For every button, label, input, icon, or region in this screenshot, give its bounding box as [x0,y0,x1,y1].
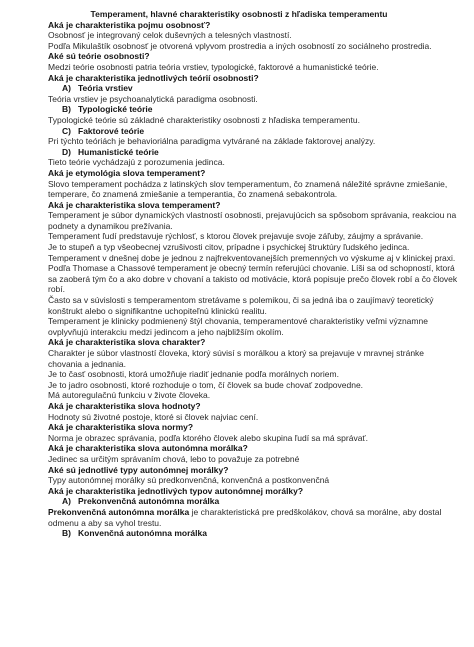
section-question-heading: Aká je charakteristika jednotlivých typov autonómnej morálky? [48,485,304,496]
paragraph: Temperament je súbor dynamických vlastností osobnosti, prejavujúcich sa spôsobom správania, reakciou na podnety a dynamikou prežívania. [48,210,457,231]
paragraph: Podľa Thomase a Chassové temperament je obecný termín referujúci chovanie. Líši sa od schopností, ktorá sa zaoberá tým čo a ako dobre v chovaní a takisto od motivácie, ktorá popisuje prečo človek robí a čo človek robí. [48,263,458,295]
section-question-heading: Aká je charakteristika jednotlivých teórií osobnosti? [48,72,259,83]
subsection-title: Humanistické teórie [78,146,159,157]
paragraph: Norma je obrazec správania, podľa ktorého človek alebo skupina ľudí sa má správať. [48,432,368,443]
paragraph: Je to stupeň a typ všeobecnej vzrušivosti citov, prípadne i psychickej štruktúry ľudského jedinca. [48,242,410,253]
paragraph: Je to jadro osobnosti, ktoré rozhoduje o tom, čí človek sa bude chovať zodpovedne. [48,379,364,390]
section-question-heading: Aká je charakteristika slova autonómna morálka? [48,443,248,454]
paragraph: Osobnosť je integrovaný celok duševných a telesných vlastností. [48,30,292,41]
subsection-letter: C) [62,125,71,136]
paragraph: Charakter je súbor vlastností človeka, ktorý súvisí s morálkou a ktorý sa prejavuje v mravnej stránke chovania a jednania. [48,348,425,369]
paragraph-text: je charakteristická pre predškolákov, chová sa morálne, aby dostal odmenu a aby sa vyhol trestu. [48,506,442,528]
subsection-heading [48,147,460,158]
paragraph: Je to časť osobnosti, ktorá umožňuje riadiť jednanie podľa morálnych noriem. [48,369,339,380]
subsection-title: Prekonvenčná autonómna morálka [78,496,220,507]
subsection-heading [48,528,460,539]
subsection-title: Typologické teórie [78,104,153,115]
subsection-letter: D) [62,146,71,157]
paragraph: Temperament v dnešnej dobe je jednou z najfrekventovanejších premenných vo výskume aj v klinickej praxi. [48,252,456,263]
section-question-heading: Aká je charakteristika slova charakter? [48,337,206,348]
subsection-letter: A) [62,83,71,94]
subsection-title: Teória vrstiev [78,83,133,94]
subsection-title: Konvenčná autonómna morálka [78,528,207,539]
subsection-title: Faktorové teórie [78,125,145,136]
paragraph: Má autoregulačnú funkciu v živote človeka. [48,390,211,401]
document-title: Temperament, hlavné charakteristiky osobnosti z hľadiska temperamentu [90,9,388,19]
section-question-heading: Aká je charakteristika slova temperament? [48,199,221,210]
paragraph: Typologické teórie sú základné charakteristiky osobnosti z hľadiska temperamentu. [48,114,360,125]
paragraph: Typy autonómnej morálky sú predkonvenčná, konvenčná a postkonvenčná [48,475,330,486]
section-question-heading: Aká je charakteristika pojmu osobnosť? [48,19,211,30]
paragraph: Slovo temperament pochádza z latinských slov temperamentum, čo znamená náležité správne zmiešanie, temperare, čo znamená zmiešanie a temperantia, čo znamená sebakontrola. [48,178,448,200]
subsection-heading [48,83,460,94]
section-question-heading: Aká je charakteristika slova normy? [48,422,194,433]
subsection-letter: B) [62,104,71,115]
section-question-heading: Aká je charakteristika slova hodnoty? [48,400,201,411]
subsection-heading [48,496,460,507]
subsection-letter: A) [62,496,71,507]
paragraph: Často sa v súvislosti s temperamentom stretávame s polemikou, či sa jedná iba o zaujímavý teoretický konštrukt alebo o signifikantne uchopiteľnú klinickú realitu. [48,295,434,316]
section-question-heading: Aké sú jednotlivé typy autonómnej morálky? [48,464,229,475]
section-question-heading: Aká je etymológia slova temperament? [48,167,206,178]
paragraph: Temperament je klinicky podmienený štýl chovania, temperamentové charakteristiky veľmi významne ovplyvňujú interakciu medzi jedincom a jeho najbližším okolím. [48,316,428,337]
subsection-heading [48,104,460,115]
paragraph: Medzi teórie osobnosti patria teória vrstiev, typologické, faktorové a humanistické teórie. [48,61,379,72]
paragraph-bold-lead: Prekonvenčná autonómna morálka [48,506,190,517]
paragraph: Teória vrstiev je psychoanalytická paradigma osobnosti. [48,93,258,104]
subsection-heading [48,126,460,137]
paragraph: Pri týchto teóriách je behavioriálna paradigma vytvárané na základe faktorovej analýzy. [48,136,376,147]
paragraph [48,507,460,528]
paragraph: Hodnoty sú životné postoje, ktoré si človek najviac cení. [48,411,259,422]
paragraph: Tieto teórie vychádzajú z porozumenia jedinca. [48,157,225,168]
subsection-letter: B) [62,528,71,539]
paragraph: Podľa Mikulaštík osobnosť je otvorená vplyvom prostredia a iných osobností zo sociálneho prostredia. [48,40,432,51]
paragraph: Temperament ľudí predstavuje rýchlosť, s ktorou človek prejavuje svoje záľuby, záujmy a správanie. [48,231,424,242]
document-body [48,20,460,539]
section-question-heading: Aké sú teórie osobnosti? [48,51,150,62]
paragraph: Jedinec sa určitým správaním chová, lebo to považuje za potrebné [48,453,300,464]
